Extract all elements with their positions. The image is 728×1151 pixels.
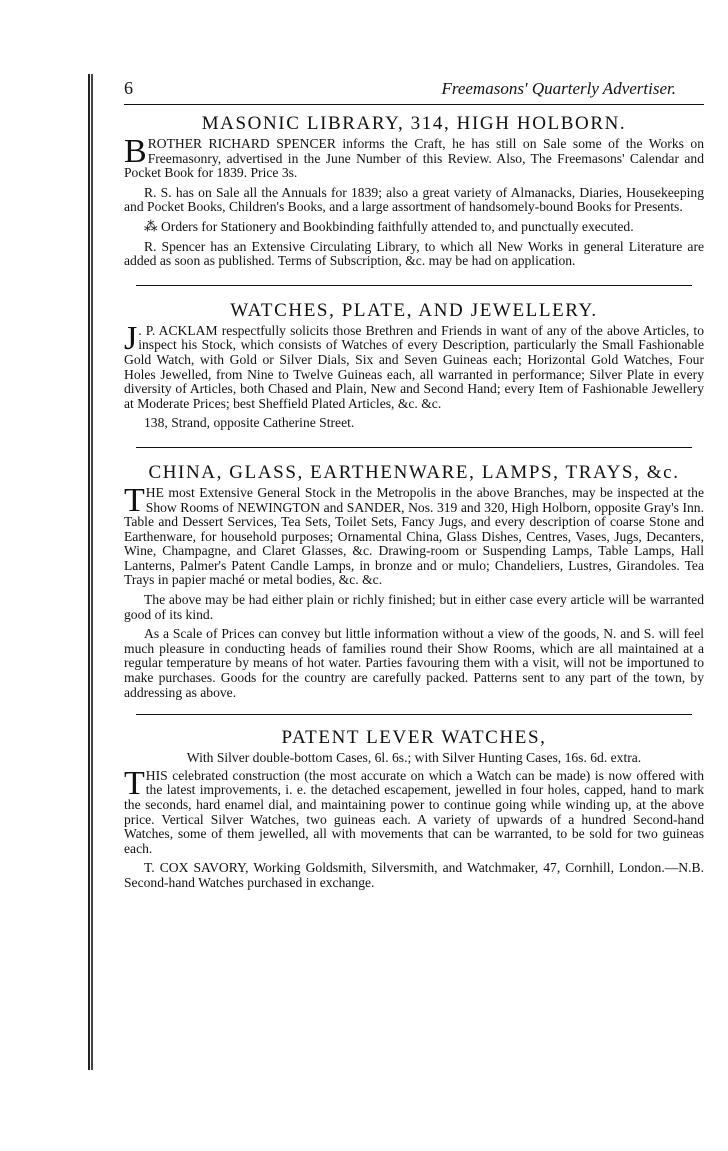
- ad-paragraph: [124, 319, 704, 412]
- ad-title: PATENT LEVER WATCHES,: [281, 727, 547, 749]
- page: [124, 78, 704, 891]
- section-divider: [136, 447, 692, 448]
- ad-watches-plate-jewellery: [124, 300, 704, 431]
- ad-title: MASONIC LIBRARY, 314, HIGH HOLBORN.: [201, 113, 627, 134]
- ad-paragraph: [124, 764, 704, 857]
- section-divider: [136, 285, 692, 286]
- ad-subtitle: With Silver double-bottom Cases, 6l. 6s.; with Silver Hunting Cases, 16s. 6d. extra.: [186, 750, 642, 766]
- ad-paragraph: As a Scale of Prices can convey but little information without a view of the goods, N. and S. will feel much pleasure in conducting heads of families round their Show Rooms, which are all maintained at a regular temperature by means of hot water. Parties favouring them with a visit, will not be importuned to make purchases. Goods for the country are carefully packed. Patterns sent to any part of the town, by addressing as above.: [124, 626, 704, 700]
- ad-paragraph-text: . P. ACKLAM respectfully solicits those Brethren and Friends in want of any of the above Articles, to inspect his Stock, which consists of Watches of every Description, particularly the Small Fashionable Gold Watch, with Gold or Silver Dials, Six and Seven Guineas each; Horizontal Gold Watches, Four Holes Jewelled, from Nine to Twelve Guineas each, all warranted in performance; Silver Plate in every diversity of Articles, both Chased and Plain, New and Second Hand; every Item of Fashionable Jewellery at Moderate Prices; best Sheffield Plated Articles, &c. &c.: [124, 322, 704, 411]
- drop-cap: T: [124, 481, 145, 519]
- ad-paragraph-text: HIS celebrated construction (the most accurate on which a Watch can be made) is now offered with the latest improvements, i. e. the detached escapement, jewelled in four holes, capped, hand to mark the seconds, hard enamel dial, and maintaining power to continue going while winding up, at the above price. Vertical Silver Watches, two guineas each. A variety of upwards of a hundred Second-hand Watches, some of them jewelled, all with movements that can be warranted, to be sold for two guineas each.: [124, 767, 704, 856]
- ad-paragraph-text: ROTHER RICHARD SPENCER informs the Craft, he has still on Sale some of the Works on Freemasonry, advertised in the June Number of this Review. Also, The Freemasons' Calendar and Pocket Book for 1839. Price 3s.: [124, 136, 704, 181]
- page-number: 6: [124, 78, 133, 98]
- page-header: [124, 78, 704, 98]
- ad-paragraph-text: HE most Extensive General Stock in the Metropolis in the above Branches, may be inspected at the Show Rooms of NEWINGTON and SANDER, Nos. 319 and 320, High Holborn, opposite Gray's Inn. Table and Dessert Services, Tea Sets, Toilet Sets, Fancy Jugs, and every description of coarse Stone and Earthenware, for household purposes; Ornamental China, Glass Dishes, Centres, Vases, Jugs, Decanters, Wine, Champagne, and Claret Glasses, &c. Drawing-room or Suspending Lamps, Table Lamps, Hall Lanterns, Palmer's Patent Candle Lamps, in bronze and or mulo; Chandeliers, Lustres, Girandoles. Tea Trays in papier maché or metal bodies, &c. &c.: [124, 484, 704, 588]
- ad-paragraph: R. Spencer has an Extensive Circulating Library, to which all New Works in general Literature are added as soon as published. Terms of Subscription, &c. may be had on application.: [124, 238, 704, 269]
- ad-title: WATCHES, PLATE, AND JEWELLERY.: [230, 299, 598, 321]
- ad-address: 138, Strand, opposite Catherine Street.: [144, 415, 355, 431]
- ad-paragraph: ⁂ Orders for Stationery and Bookbinding faithfully attended to, and punctually executed.: [144, 218, 634, 234]
- drop-cap: T: [124, 764, 145, 802]
- ad-paragraph: T. COX SAVORY, Working Goldsmith, Silversmith, and Watchmaker, 47, Cornhill, London.—N.B. Second-hand Watches purchased in exchange.: [124, 860, 704, 890]
- drop-cap: J: [124, 319, 138, 357]
- ad-paragraph: R. S. has on Sale all the Annuals for 1839; also a great variety of Almanacks, Diaries, Housekeeping and Pocket Books, Children's Books, and a large assortment of handsomely-bound Books for Presents.: [124, 184, 704, 215]
- ad-china-glass: [124, 462, 704, 700]
- ad-paragraph: The above may be had either plain or richly finished; but in either case every article will be warranted good of its kind.: [124, 592, 704, 622]
- header-rule: [124, 104, 704, 105]
- ad-paragraph: [124, 481, 704, 588]
- ad-masonic-library: [124, 113, 704, 269]
- drop-cap: B: [124, 133, 147, 170]
- margin-binding-rule: [88, 74, 93, 1070]
- section-divider: [136, 714, 692, 715]
- ad-patent-lever-watches: [124, 727, 704, 890]
- ad-paragraph: [124, 133, 704, 181]
- ad-title: CHINA, GLASS, EARTHENWARE, LAMPS, TRAYS, &c.: [148, 461, 680, 483]
- running-title: Freemasons' Quarterly Advertiser.: [441, 79, 676, 98]
